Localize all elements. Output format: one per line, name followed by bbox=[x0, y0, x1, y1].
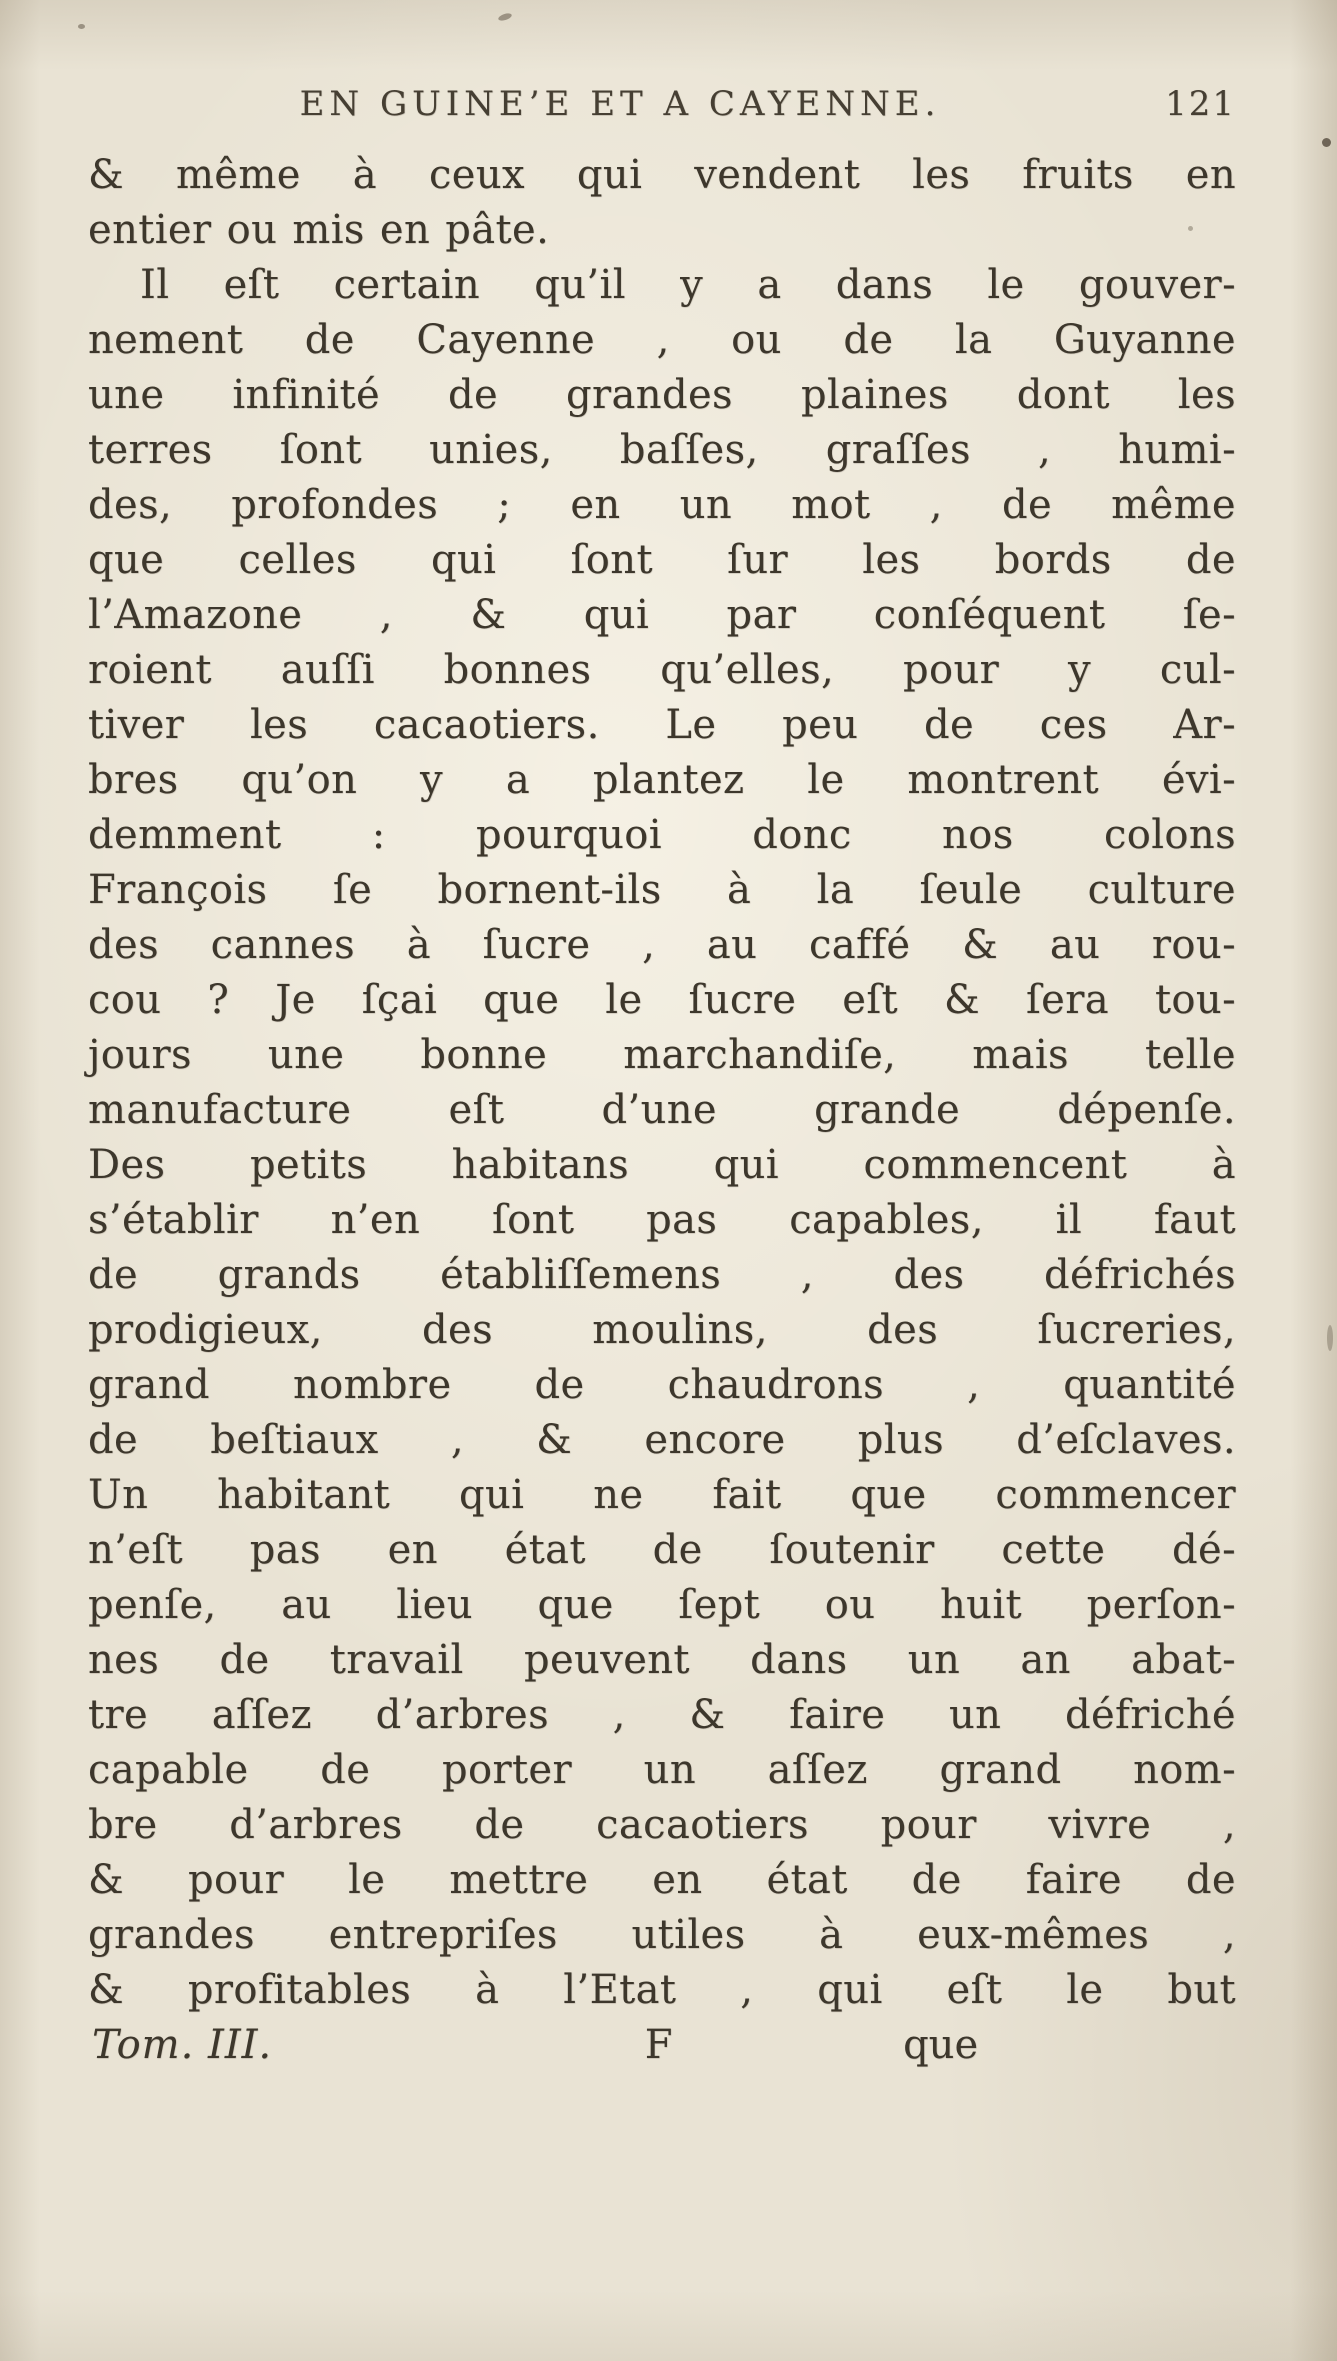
text-line: s’établir n’en ſont pas capables, il faut bbox=[88, 1197, 1236, 1243]
text-line: n’eſt pas en état de ſoutenir cette dé- bbox=[88, 1527, 1236, 1573]
text-line: & pour le mettre en état de faire de bbox=[88, 1857, 1236, 1903]
text-line: bres qu’on y a plantez le montrent évi- bbox=[88, 757, 1236, 803]
text-line: de grands établiſſemens , des défrichés bbox=[88, 1252, 1236, 1298]
text-line: penſe, au lieu que ſept ou huit perſon- bbox=[88, 1582, 1236, 1628]
gathering-signature: F bbox=[644, 2022, 673, 2068]
text-line: l’Amazone , & qui par conſéquent ſe- bbox=[88, 592, 1236, 638]
text-line: prodigieux, des moulins, des ſucreries, bbox=[88, 1307, 1236, 1353]
text-line: Un habitant qui ne fait que commencer bbox=[88, 1472, 1236, 1518]
page-number: 121 bbox=[1165, 84, 1236, 124]
text-line: des, profondes ; en un mot , de même bbox=[88, 482, 1236, 528]
volume-signature: Tom. III. bbox=[92, 2022, 273, 2068]
text-line: entier ou mis en pâte. bbox=[88, 207, 550, 253]
text-line: de beſtiaux , & encore plus d’eſclaves. bbox=[88, 1417, 1236, 1463]
text-line: manufacture eſt d’une grande dépenſe. bbox=[88, 1087, 1236, 1133]
catchword: que bbox=[903, 2022, 979, 2068]
text-line: nes de travail peuvent dans un an abat- bbox=[88, 1637, 1236, 1683]
text-line: jours une bonne marchandiſe, mais telle bbox=[88, 1032, 1236, 1078]
page-edge-mark bbox=[1327, 1325, 1333, 1351]
text-line: tiver les cacaotiers. Le peu de ces Ar- bbox=[88, 702, 1236, 748]
text-line: roient auſſi bonnes qu’elles, pour y cul- bbox=[88, 647, 1236, 693]
text-line: grandes entrepriſes utiles à eux-mêmes , bbox=[88, 1912, 1236, 1958]
text-line: une infinité de grandes plaines dont les bbox=[88, 372, 1236, 418]
text-line: des cannes à ſucre , au caffé & au rou- bbox=[88, 922, 1236, 968]
text-line: François ſe bornent-ils à la ſeule culture bbox=[88, 867, 1236, 913]
text-line: Il eſt certain qu’il y a dans le gouver- bbox=[140, 262, 1236, 308]
text-line: grand nombre de chaudrons , quantité bbox=[88, 1362, 1236, 1408]
text-line: demment : pourquoi donc nos colons bbox=[88, 812, 1236, 858]
ink-speck bbox=[78, 24, 85, 29]
running-title: EN GUINE’E ET A CAYENNE. bbox=[299, 84, 941, 124]
page-body bbox=[88, 148, 1236, 2018]
text-line: capable de porter un aſſez grand nom- bbox=[88, 1747, 1236, 1793]
text-line: que celles qui ſont ſur les bords de bbox=[88, 537, 1236, 583]
page-header bbox=[88, 84, 1236, 124]
text-line: & même à ceux qui vendent les fruits en bbox=[88, 152, 1236, 198]
text-line: terres ſont unies, baſſes, graſſes , humi- bbox=[88, 427, 1236, 473]
text-line: nement de Cayenne , ou de la Guyanne bbox=[88, 317, 1236, 363]
ink-speck bbox=[1322, 138, 1331, 147]
text-line: tre aſſez d’arbres , & faire un défriché bbox=[88, 1692, 1236, 1738]
ink-speck bbox=[1188, 226, 1193, 231]
text-line: & profitables à l’Etat , qui eſt le but bbox=[88, 1967, 1236, 2013]
text-line: cou ? Je ſçai que le ſucre eſt & ſera tou- bbox=[88, 977, 1236, 1023]
ink-speck bbox=[497, 12, 512, 22]
page-footer bbox=[88, 2018, 1236, 2073]
text-line: bre d’arbres de cacaotiers pour vivre , bbox=[88, 1802, 1236, 1848]
text-block bbox=[88, 84, 1236, 2073]
text-line: Des petits habitans qui commencent à bbox=[88, 1142, 1236, 1188]
